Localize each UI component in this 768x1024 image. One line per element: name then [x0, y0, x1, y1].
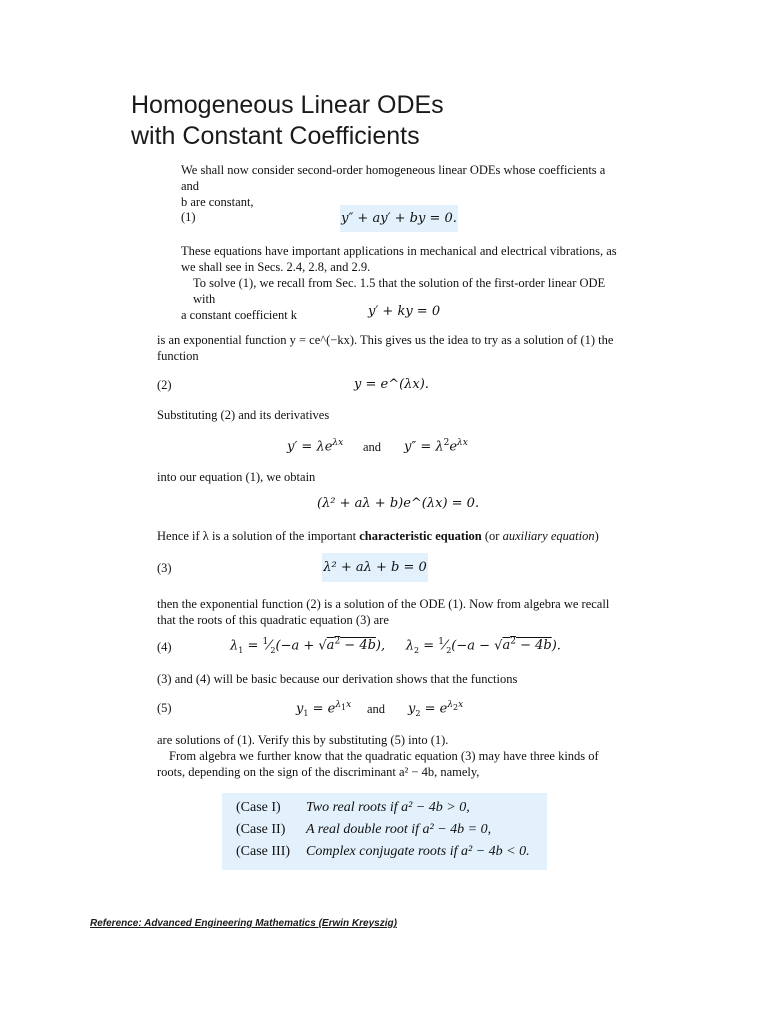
- title-line-2: with Constant Coefficients: [131, 122, 420, 150]
- eq1-text: y″ + ay′ + by = 0.: [341, 211, 457, 226]
- case-1-label: (Case I): [236, 800, 281, 815]
- auxiliary-equation-term: auxiliary equation: [502, 529, 595, 543]
- eq3-text: λ² + aλ + b = 0: [323, 560, 427, 575]
- case-2-label: (Case II): [236, 822, 286, 837]
- second-derivative: $y'' = \lambda^2e^{\lambda x}$: [404, 438, 468, 455]
- characteristic-paragraph: [157, 528, 599, 544]
- intro-line-1: We shall now consider second-order homogeneous linear ODEs whose coefficients a and: [181, 163, 606, 193]
- basic-line: (3) and (4) will be basic because our derivation shows that the functions: [157, 672, 518, 686]
- case-1-text: Two real roots if a² − 4b > 0,: [306, 800, 470, 815]
- eq5-y2: $y_2 = e^{\lambda_2x}$: [408, 700, 464, 718]
- apps-line-2: we shall see in Secs. 2.4, 2.8, and 2.9.: [181, 260, 371, 274]
- roots-paragraph: [157, 596, 617, 628]
- expo-line-2: function: [157, 349, 199, 363]
- then-line-2: that the roots of this quadratic equation (3) are: [157, 613, 389, 627]
- first-order-equation: y′ + ky = 0: [368, 304, 441, 319]
- kinds-line-2: roots, depending on the sign of the discriminant a² − 4b, namely,: [157, 765, 480, 779]
- eq5-and: and: [367, 702, 386, 716]
- characteristic-equation-term: characteristic equation: [359, 529, 482, 543]
- expo-line-1: is an exponential function y = ce^(−kx). This gives us the idea to try as a solution of (1) the: [157, 333, 614, 347]
- substituting-line: Substituting (2) and its derivatives: [157, 408, 330, 422]
- title-line-1: Homogeneous Linear ODEs: [131, 91, 444, 119]
- hence-mid: (or: [481, 529, 503, 543]
- eq2-text: y = e^(λx).: [354, 377, 429, 392]
- intro-line-2: b are constant,: [181, 195, 254, 209]
- verify-line: are solutions of (1). Verify this by substituting (5) into (1).: [157, 733, 449, 747]
- verify-paragraph: [157, 732, 617, 780]
- case-row-3: [236, 844, 530, 860]
- eq1-label: (1): [181, 210, 196, 224]
- case-3-text: Complex conjugate roots if a² − 4b < 0.: [306, 844, 530, 859]
- eq2-label: (2): [157, 378, 172, 392]
- exponential-paragraph: [157, 332, 617, 364]
- then-line-1: then the exponential function (2) is a solution of the ODE (1). Now from algebra we recall: [157, 597, 610, 611]
- first-derivative: $y' = \lambda e^{\lambda x}$: [287, 438, 344, 455]
- eq4-roots: $\lambda_1$ = $^1⁄_2(-a + √a^2 - 4b)$, $\lambda_2$ = $^1⁄_2(-a - √a^2 - 4b)$.: [230, 637, 561, 655]
- eq4-label: (4): [157, 640, 172, 654]
- page-title: [131, 90, 651, 152]
- eq3-label: (3): [157, 561, 172, 575]
- reference-note: Reference: Advanced Engineering Mathematics (Erwin Kreyszig): [90, 918, 397, 929]
- case-2-text: A real double root if a² − 4b = 0,: [306, 822, 492, 837]
- eq5-y1: $y_1 = e^{\lambda_1x}$: [296, 700, 352, 718]
- solve-line-1: To solve (1), we recall from Sec. 1.5 that the solution of the first-order linear ODE with: [193, 276, 606, 306]
- case-row-2: [236, 822, 491, 838]
- solve-line-2: a constant coefficient k: [181, 308, 298, 322]
- obtained-equation: (λ² + aλ + b)e^(λx) = 0.: [317, 496, 480, 511]
- case-row-1: [236, 800, 470, 816]
- apps-line-1: These equations have important applications in mechanical and electrical vibrations, as: [181, 244, 617, 258]
- intro-paragraph: [181, 162, 621, 210]
- derivatives-and: and: [363, 440, 382, 454]
- hence-prefix: Hence if λ is a solution of the important: [157, 529, 360, 543]
- eq3-box: [322, 553, 428, 582]
- hence-suffix: ): [594, 529, 599, 543]
- eq1-box: [340, 205, 458, 232]
- case-3-label: (Case III): [236, 844, 291, 859]
- kinds-line-1: From algebra we further know that the quadratic equation (3) may have three kinds of: [169, 749, 599, 763]
- eq5-label: (5): [157, 701, 172, 715]
- cases-box: [222, 793, 547, 870]
- into-equation-line: into our equation (1), we obtain: [157, 470, 316, 484]
